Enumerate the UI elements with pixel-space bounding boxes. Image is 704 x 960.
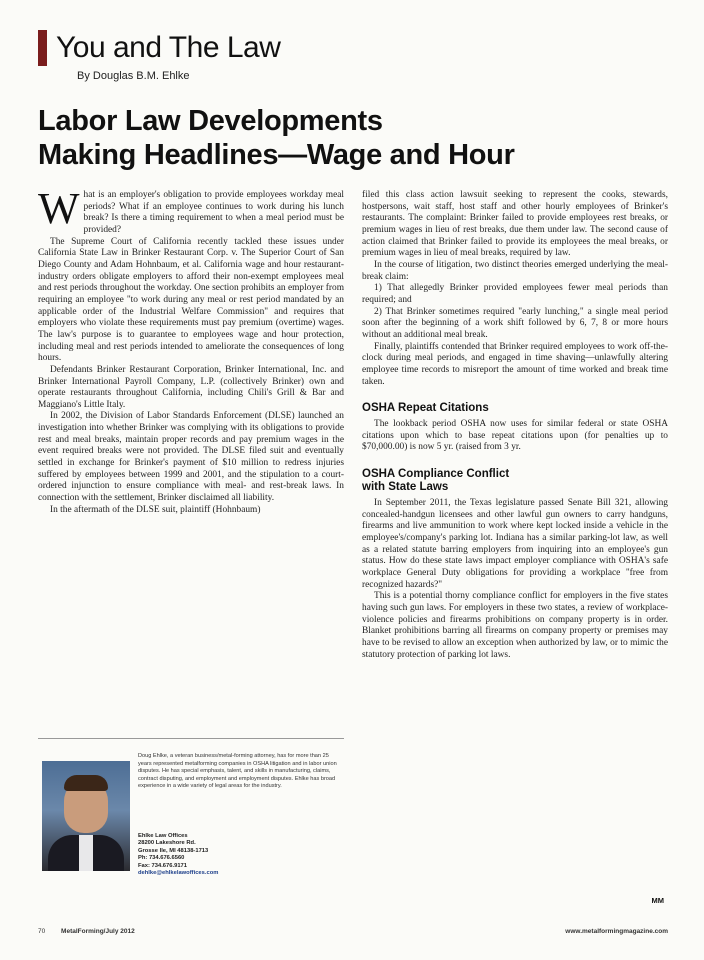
body-paragraph: This is a potential thorny compliance conflict for employers in the five states having such gun laws. For employers in these two states, a review of workplace-violence policies and firearms prohibitions on company property is in order. Blanket prohibitions barring all firearms on company property or premises may have to be revised to allow an exception when authorized by law, or to mimic the statutory protection of parking lot laws. [362, 591, 668, 660]
right-column [362, 190, 668, 908]
drop-cap: W [38, 190, 80, 233]
address-line-2: Grosse Ile, MI 48138-1713 [138, 847, 209, 854]
body-paragraph: Finally, plaintiffs contended that Brinker required employees to work off-the-clock during meal periods, and engaged in time shaving—unlawfully altering employee time records to misreport the amount of time worked and break time taken. [362, 341, 668, 387]
address-line-1: 28200 Lakeshore Rd. [138, 840, 196, 847]
bio-text: Doug Ehlke, a veteran business/metal-forming attorney, has for more than 25 years represented metalforming companies in OSHA litigation and in labor union disputes. He has special emphasis, talent, and skills in manufacturing, claims, contract disputing, and employment and employment disputes. Ehlke has broad experience in a wide variety of legal areas for the industry. [138, 753, 337, 790]
intro-paragraph: What is an employer's obligation to provide employees workday meal periods? What if an employee continues to work during his lunch break? Is there a timing requirement to when a meal period must be provided? [38, 190, 344, 235]
body-paragraph: filed this class action lawsuit seeking to represent the cooks, stewards, hostpersons, wait staff, host staff and other hourly employees of Brinker's restaurants. The complaint: Brinker failed to provide employees rest breaks, or premium wages in lieu of rest breaks, due them under law. The second cause of action claimed that Brinker failed to provide its employees the meal breaks, or premium wages in lieu of meal breaks, required by law. [362, 190, 668, 259]
footer-website[interactable]: www.metalformingmagazine.com [565, 928, 668, 935]
list-item: 1) That allegedly Brinker provided employees fewer meal periods than required; and [362, 283, 668, 305]
page-number: 70 [38, 928, 46, 935]
body-paragraph: In the aftermath of the DLSE suit, plaintiff (Hohnbaum) [50, 504, 261, 515]
subhead-osha-compliance: OSHA Compliance Conflict with State Laws [362, 468, 510, 494]
left-column [38, 190, 344, 726]
list-item: 2) That Brinker sometimes required "early lunching," a single meal period soon after the beginning of a work shift followed by 6, 7, 8 or more hours without an additional meal break. [362, 306, 668, 340]
headline-line-2: Making Headlines—Wage and Hour [38, 139, 515, 171]
body-paragraph: In the course of litigation, two distinct theories emerged underlying the meal-break claim: [362, 259, 668, 282]
headline-line-1: Labor Law Developments [38, 105, 383, 137]
fax: Fax: 734.676.9171 [138, 862, 187, 869]
bio-contact [138, 833, 338, 877]
subhead-osha-repeat: OSHA Repeat Citations [362, 402, 489, 415]
byline: By Douglas B.M. Ehlke [77, 70, 190, 82]
phone: Ph: 734.676.6560 [138, 855, 185, 862]
firm-name: Ehlke Law Offices [138, 833, 188, 839]
end-mark: MM [651, 896, 664, 905]
author-photo [42, 761, 130, 871]
section-title: You and The Law [56, 31, 281, 64]
section-header [38, 30, 280, 66]
body-paragraph: The Supreme Court of California recently tackled these issues under California State Law in Brinker Restaurant Corp. v. The Superior Court of San Diego County and Adam Hohnbaum, et al. California wage and hour restaurant-industry orders obligate employers to afford their non-exempt employees meal and rest periods throughout the workday. One section prohibits an employer from requiring an employee "to work during any meal or rest period mandated by an applicable order of the Industrial Welfare Commission" and requires that employers who violate these requirements must pay premium (overtime) wages. The law's purpose is to guarantee to employees wage and hour protection, including meal and rest periods intended to ameliorate the consequences of long hours. [38, 236, 344, 364]
body-paragraph: In September 2011, the Texas legislature passed Senate Bill 321, allowing concealed-handgun licensees and other lawful gun owners to carry handguns, firearms and live ammunition to work where kept locked inside a vehicle in the employee's/company's parking lot. Indiana has a similar parking-lot law, as well as a related statute barring employers from inquiring into an employee's gun status. How do these state laws impact employer compliance with OSHA's safe workplace General Duty obligations for providing a workplace "free from recognized hazards?" [362, 498, 668, 590]
article-headline [38, 104, 678, 172]
section-color-bar [38, 30, 47, 66]
footer-left [38, 928, 135, 935]
body-paragraph: Defendants Brinker Restaurant Corporation, Brinker International, Inc. and Brinker International Payroll Company, L.P. (collectively Brinker) own and operate restaurants throughout California, including Chili's Grill & Bar and Maggiano's Little Italy. [38, 364, 344, 410]
body-paragraph: In 2002, the Division of Labor Standards Enforcement (DLSE) launched an investigation into whether Brinker was complying with its obligations to provide rest and meal breaks, maintain proper records and pay premium wages in the event required breaks were not provided. The DLSE filed suit and eventually settled in exchange for Brinker's payment of $10 million to redress injuries suffered by employees between 1999 and 2001, and the stipulation to a court-ordered injunction to ensure compliance with meal- and rest-break laws. In connection with the settlement, Brinker disclaimed all liability. [38, 411, 344, 504]
magazine-issue: MetalForming/July 2012 [61, 928, 135, 935]
body-paragraph: The lookback period OSHA now uses for similar federal or state OSHA citations upon which to base repeat citations upon (for penalties up to $70,000.00) is now 5 yr. (raised from 3 yr. [362, 419, 668, 453]
email-link[interactable]: dehlke@ehlkelawoffices.com [138, 870, 219, 877]
author-bio [38, 738, 344, 889]
